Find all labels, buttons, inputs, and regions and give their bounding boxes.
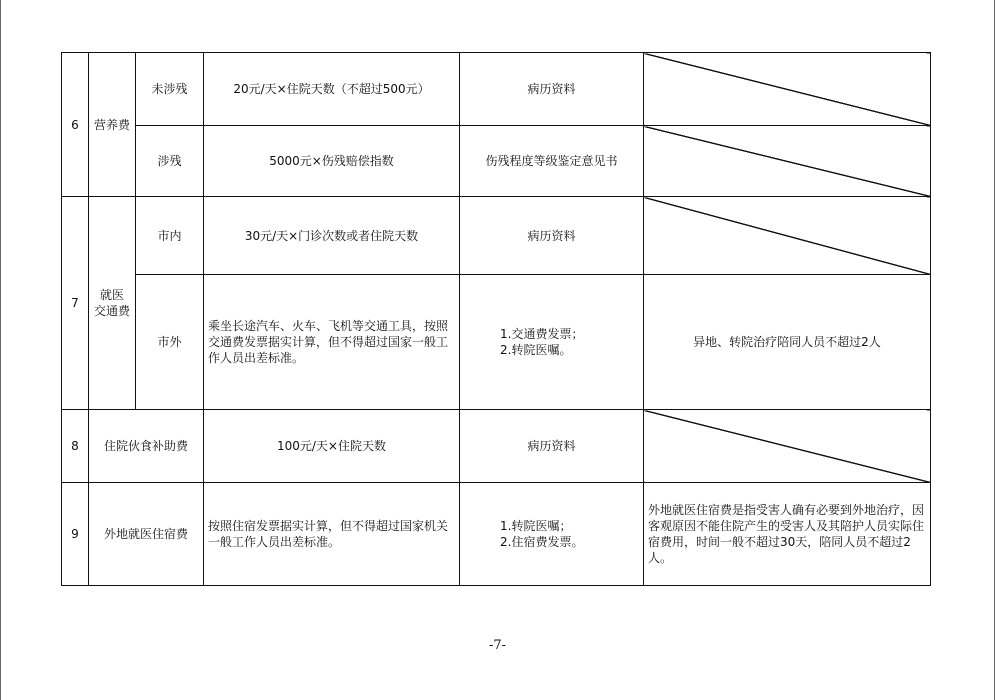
row-number: 9 [62, 483, 89, 586]
row-number: 8 [62, 410, 89, 483]
empty-diagonal-cell [644, 197, 931, 275]
empty-diagonal-cell [644, 126, 931, 197]
table-row [62, 197, 931, 275]
sub-item: 市外 [136, 275, 204, 410]
item-name: 营养费 [89, 53, 136, 197]
standard-cell: 20元/天×住院天数（不超过500元） [204, 53, 460, 126]
evidence-cell: 伤残程度等级鉴定意见书 [460, 126, 644, 197]
evidence-cell: 病历资料 [460, 197, 644, 275]
table-row [62, 483, 931, 586]
table-row [62, 410, 931, 483]
page-number: -7- [488, 638, 507, 653]
table-row [62, 126, 931, 197]
sub-item: 市内 [136, 197, 204, 275]
sub-item: 涉残 [136, 126, 204, 197]
standard-cell: 5000元×伤残赔偿指数 [204, 126, 460, 197]
evidence-cell: 病历资料 [460, 410, 644, 483]
standard-cell: 30元/天×门诊次数或者住院天数 [204, 197, 460, 275]
note-cell: 异地、转院治疗陪同人员不超过2人 [644, 275, 931, 410]
evidence-cell: 1.转院医嘱； 2.住宿费发票。 [460, 483, 644, 586]
empty-diagonal-cell [644, 53, 931, 126]
sub-item: 未涉残 [136, 53, 204, 126]
item-name: 就医 交通费 [89, 197, 136, 410]
item-name: 外地就医住宿费 [89, 483, 204, 586]
item-name: 住院伙食补助费 [89, 410, 204, 483]
note-cell: 外地就医住宿费是指受害人确有必要到外地治疗，因客观原因不能住院产生的受害人及其陪护人员实际住宿费用，时间一般不超过30天，陪同人员不超过2人。 [644, 483, 931, 586]
evidence-cell: 1.交通费发票； 2.转院医嘱。 [460, 275, 644, 410]
compensation-table [61, 52, 931, 586]
row-number: 7 [62, 197, 89, 410]
standard-cell: 100元/天×住院天数 [204, 410, 460, 483]
standard-cell: 按照住宿发票据实计算，但不得超过国家机关一般工作人员出差标准。 [204, 483, 460, 586]
page-border-left [0, 0, 1, 700]
standard-cell: 乘坐长途汽车、火车、飞机等交通工具，按照交通费发票据实计算，但不得超过国家一般工作人员出差标准。 [204, 275, 460, 410]
row-number: 6 [62, 53, 89, 197]
table-row [62, 275, 931, 410]
table-row [62, 53, 931, 126]
empty-diagonal-cell [644, 410, 931, 483]
evidence-cell: 病历资料 [460, 53, 644, 126]
